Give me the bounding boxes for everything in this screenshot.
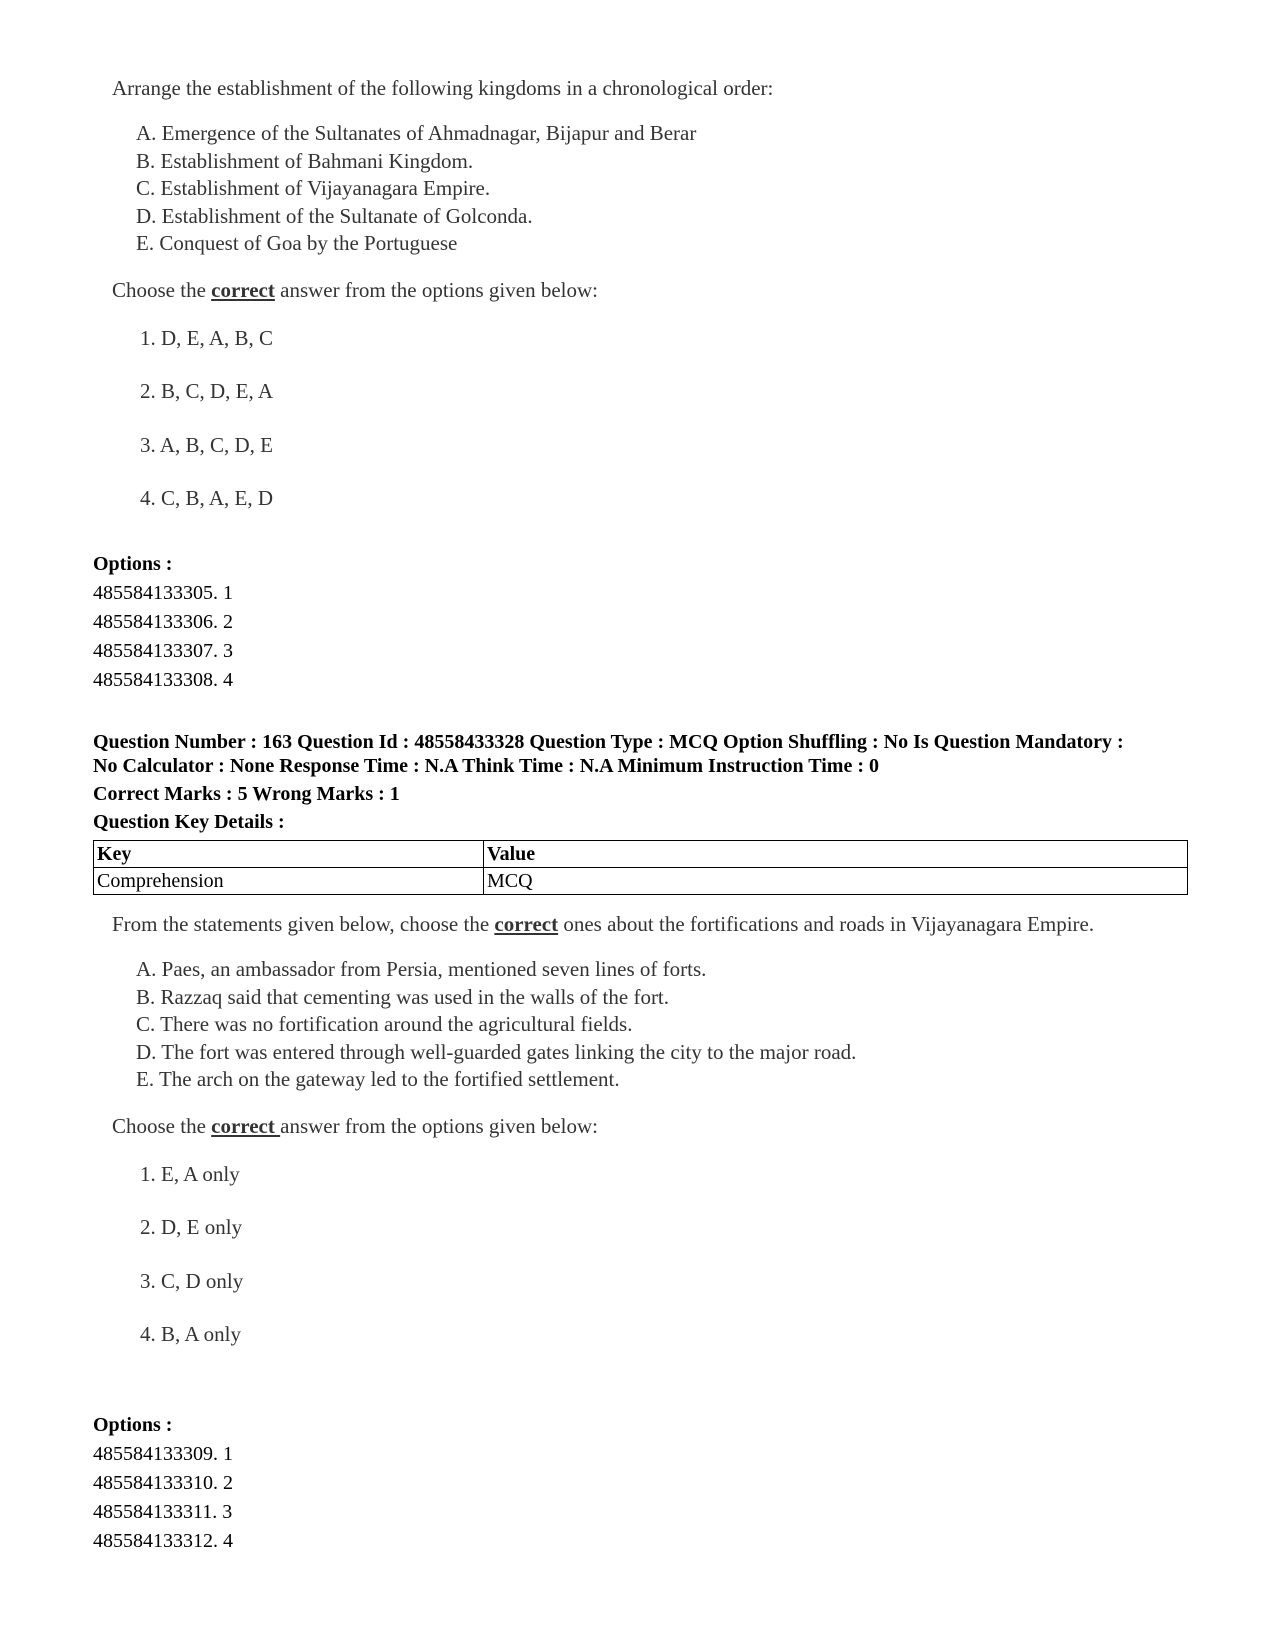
statement-item: C. There was no fortification around the agricultural fields. <box>136 1012 633 1036</box>
stem-bold: correct <box>494 912 559 936</box>
option-id: 485584133306. 2 <box>93 611 233 633</box>
question-2-options <box>93 1411 233 1556</box>
question-1-options <box>93 550 233 695</box>
statement-item: A. Paes, an ambassador from Persia, mentioned seven lines of forts. <box>136 957 707 981</box>
choose-prefix: Choose the <box>112 1113 212 1138</box>
stem-suffix: ones about the fortifications and roads in Vijayanagara Empire. <box>558 912 1095 936</box>
key-details-label: Question Key Details : <box>93 811 285 833</box>
option-id: 485584133311. 3 <box>93 1501 233 1523</box>
question-1-stem: Arrange the establishment of the following kingdoms in a chronological order: <box>112 76 774 100</box>
question-1-image <box>112 74 1112 538</box>
answer-choice: 3. C, D only <box>140 1268 244 1293</box>
table-cell-key: Comprehension <box>94 868 484 895</box>
marks-line: Correct Marks : 5 Wrong Marks : 1 <box>93 783 400 805</box>
option-id: 485584133312. 4 <box>93 1530 233 1552</box>
stem-prefix: From the statements given below, choose the <box>112 912 495 936</box>
option-id: 485584133308. 4 <box>93 669 233 691</box>
statement-item: A. Emergence of the Sultanates of Ahmadnagar, Bijapur and Berar <box>136 121 697 145</box>
statement-item: B. Razzaq said that cementing was used in the walls of the fort. <box>136 984 670 1009</box>
choose-bold: correct <box>211 1113 281 1138</box>
choose-instruction <box>112 276 1112 304</box>
answer-choice: 2. D, E only <box>140 1215 243 1239</box>
choose-instruction <box>112 1112 1122 1140</box>
question-2-answer-choices <box>140 1160 1122 1374</box>
question-key-table <box>93 840 1188 895</box>
question-1-answer-choices <box>140 324 1112 538</box>
choose-suffix: answer from the options given below: <box>280 1113 598 1138</box>
statement-item: B. Establishment of Bahmani Kingdom. <box>136 148 474 173</box>
choose-suffix: answer from the options given below: <box>274 277 598 302</box>
answer-choice: 4. B, A only <box>140 1322 241 1346</box>
answer-choice: 2. B, C, D, E, A <box>140 379 274 403</box>
statement-item: D. Establishment of the Sultanate of Golconda. <box>136 203 533 228</box>
answer-choice: 1. E, A only <box>140 1161 240 1186</box>
option-id: 485584133305. 1 <box>93 582 233 604</box>
choose-prefix: Choose the <box>112 277 212 302</box>
question-2-image <box>112 910 1122 1374</box>
option-id: 485584133310. 2 <box>93 1472 233 1494</box>
question-1-statements <box>136 120 1112 258</box>
answer-choice: 1. D, E, A, B, C <box>140 325 274 350</box>
statement-item: E. Conquest of Goa by the Portuguese <box>136 231 458 255</box>
question-header-line: No Calculator : None Response Time : N.A Think Time : N.A Minimum Instruction Time : 0 <box>93 755 879 777</box>
question-2-statements <box>136 956 1122 1094</box>
option-id: 485584133307. 3 <box>93 640 233 662</box>
question-2-header <box>93 730 1193 834</box>
options-label: Options : <box>93 1414 173 1436</box>
question-header-line: Question Number : 163 Question Id : 48558433328 Question Type : MCQ Option Shuffling : No Is Question Mandatory : <box>93 731 1124 753</box>
answer-choice: 4. C, B, A, E, D <box>140 486 274 510</box>
options-label: Options : <box>93 553 173 575</box>
table-header-key: Key <box>94 841 484 868</box>
statement-item: E. The arch on the gateway led to the fortified settlement. <box>136 1067 620 1091</box>
option-id: 485584133309. 1 <box>93 1443 233 1465</box>
statement-item: D. The fort was entered through well-guarded gates linking the city to the major road. <box>136 1039 857 1064</box>
choose-bold: correct <box>211 277 275 302</box>
table-cell-value: MCQ <box>484 868 1188 895</box>
table-header-value: Value <box>484 841 1188 868</box>
answer-choice: 3. A, B, C, D, E <box>140 432 274 457</box>
question-2-stem <box>112 910 1122 938</box>
statement-item: C. Establishment of Vijayanagara Empire. <box>136 176 491 200</box>
table-header-row <box>94 841 1188 868</box>
table-row <box>94 868 1188 895</box>
